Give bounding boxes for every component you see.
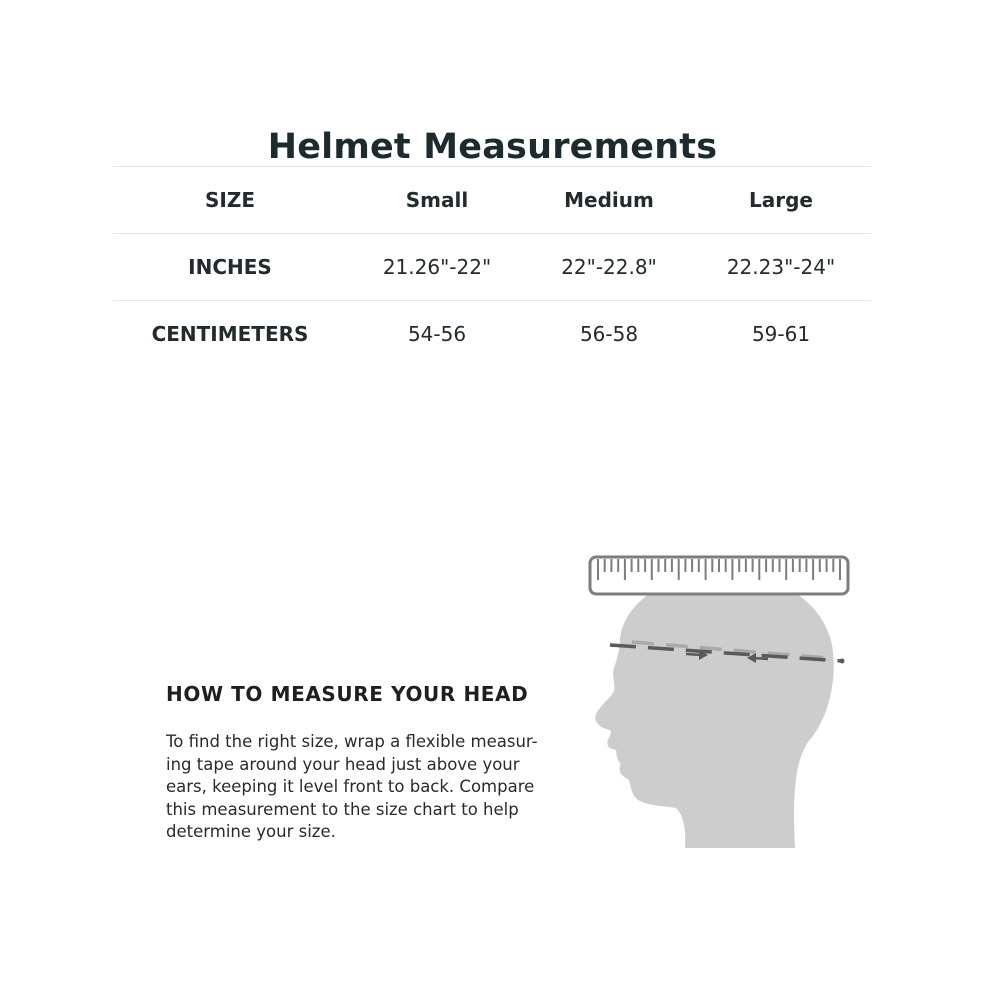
head-measurement-illustration bbox=[580, 545, 860, 855]
row-label-size: SIZE bbox=[204, 188, 255, 212]
instruction-line: To find the right size, wrap a flexible measur- bbox=[166, 732, 538, 751]
column-header-medium: Medium bbox=[564, 188, 654, 212]
instruction-line: determine your size. bbox=[166, 822, 336, 841]
how-to-measure-heading: HOW TO MEASURE YOUR HEAD bbox=[166, 682, 529, 706]
how-to-measure-instructions bbox=[166, 731, 556, 844]
head-profile-icon bbox=[595, 573, 833, 848]
row-label-inches: INCHES bbox=[188, 255, 272, 279]
inches-large: 22.23"-24" bbox=[726, 255, 836, 279]
inches-small: 21.26"-22" bbox=[382, 255, 492, 279]
instruction-line: ears, keeping it level front to back. Compare bbox=[166, 777, 535, 796]
centimeters-small: 54-56 bbox=[407, 322, 467, 346]
centimeters-medium: 56-58 bbox=[579, 322, 639, 346]
column-header-large: Large bbox=[749, 188, 813, 212]
centimeters-large: 59-61 bbox=[751, 322, 811, 346]
table-row-centimeters bbox=[113, 300, 871, 367]
page-title: Helmet Measurements bbox=[267, 127, 718, 168]
row-label-centimeters: CENTIMETERS bbox=[151, 322, 309, 346]
inches-medium: 22"-22.8" bbox=[561, 255, 657, 279]
instruction-line: this measurement to the size chart to help bbox=[166, 799, 519, 819]
column-header-small: Small bbox=[405, 188, 469, 212]
instruction-line: ing tape around your head just above your bbox=[166, 754, 520, 774]
size-chart-table bbox=[113, 166, 871, 367]
table-header-row bbox=[113, 166, 871, 233]
ruler-icon bbox=[590, 557, 848, 594]
table-row-inches bbox=[113, 233, 871, 300]
